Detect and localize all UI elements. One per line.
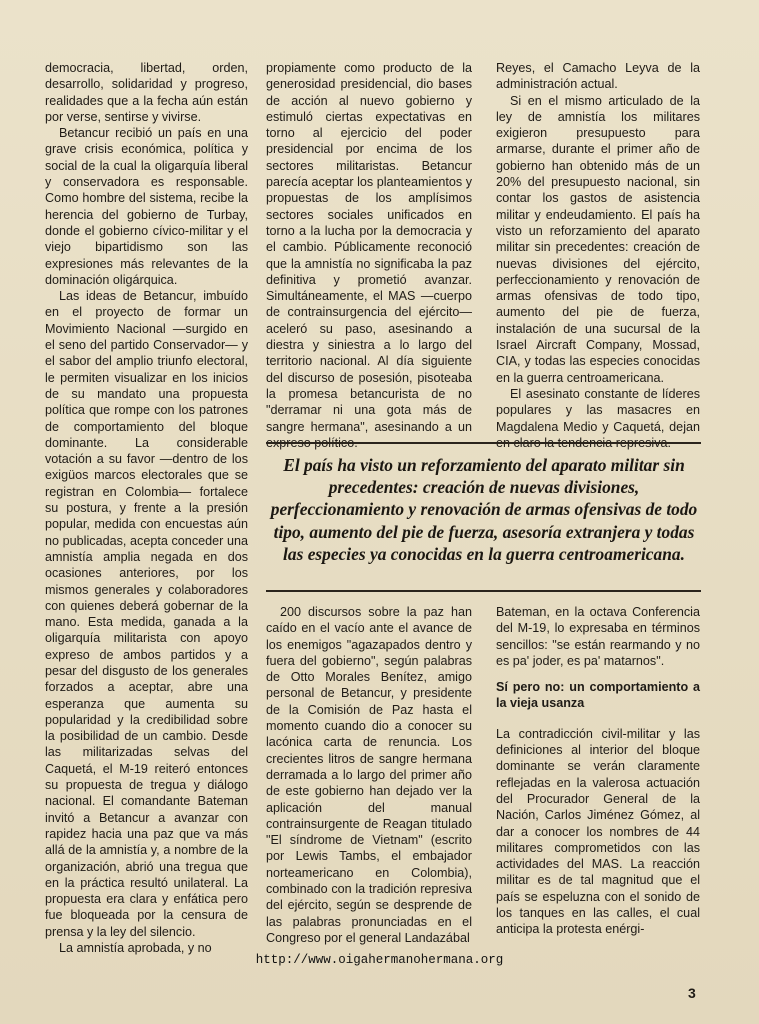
paragraph: La contradicción civil-militar y las definiciones al interior del bloque dominante se verán claramente reflejadas en la valerosa actuación del Procurador General de la Nación, Carlos Jiménez Gómez, al dar a conocer los nombres de 44 militares comprometidos con las actividades del MAS. La reacción militar es de tal magnitud que el país se espeluzna con el sonido de los tanques en las calles, el cual anticipa la protesta enérgi- <box>496 726 700 937</box>
paragraph: democracia, libertad, orden, desarrollo, solidaridad y progreso, realidades que a la fecha aún están por verse, sentirse y vivirse. <box>45 61 248 124</box>
pull-quote: El país ha visto un reforzamiento del aparato militar sin precedentes: creación de nuevas divisiones, perfeccionamiento y renovación de armas ofensivas de todo tipo, aumento del pie de fuerza, asesoría extranjera y todas las especies ya conocidas en la guerra centroamericana. <box>270 455 698 564</box>
text-column-right-bottom <box>496 604 700 938</box>
paragraph: 200 discursos sobre la paz han caído en el vacío ante el avance de los enemigos "agazapados dentro y fuera del gobierno", según palabras de Otto Morales Benítez, amigo personal de Betancur, y presidente de la Comisión de Paz hasta el momento cuando dio a conocer su lacónica carta de renuncia. Los crecientes litros de sangre hermana derramada a lo largo del primer año de este gobierno han dejado ver la aplicación del manual contrainsurgente de Reagan titulado "El síndrome de Vietnam" (escrito por Lewis Tambs, el embajador norteamericano en Colombia), combinado con la tradición represiva del ejército, según se desprende de las palabras pronunciadas en el Congreso por el general Landazábal <box>266 605 472 945</box>
text-column-middle-bottom <box>266 604 472 946</box>
page-number: 3 <box>688 985 696 1001</box>
paragraph: propiamente como producto de la generosidad presidencial, dio bases de acción al nuevo gobierno y estimuló ciertas expectativas en torno al ejercicio del poder presidencial por encima de los sectores militaristas. Betancur parecía aceptar los planteamientos y propuestas de los amplísimos sectores sociales unificados en torno a la lucha por la democracia y el cambio. Públicamente reconoció que la amnistía no significaba la paz definitiva y prometió avanzar. Simultáneamente, el MAS —cuerpo de contrainsurgencia del ejército— aceleró su paso, asesinando a diestra y siniestra a lo largo del territorio nacional. Al día siguiente del discurso de posesión, pisoteaba la promesa betancurista de no "derramar ni una gota más de sangre hermana", asesinando a un <box>266 61 472 434</box>
paragraph: Reyes, el Camacho Leyva de la administración actual. <box>496 61 700 92</box>
paragraph: Bateman, en la octava Conferencia del M-19, lo expresaba en términos sencillos: "se están rearmando y no es pa' joder, es pa' matarnos". <box>496 605 700 668</box>
paragraph: Betancur recibió un país en una grave crisis económica, política y social de la cual la oligarquía liberal y conservadora es responsable. Como hombre del sistema, recibe la herencia del gobierno de Turbay, donde el gobierno cívico-militar y el viejo bipartidismo son las expresiones más relevantes de la dominación oligárquica. <box>45 126 248 287</box>
footer-url: http://www.oigahermanohermana.org <box>255 953 504 967</box>
paragraph: Si en el mismo articulado de la ley de amnistía los militares exigieron presupuesto para armarse, durante el primer año de gobierno han obtenido más de un 20% del presupuesto nacional, sin contar los gastos de asistencia militar y endeudamiento. El país ha visto un reforzamiento del aparato militar sin precedentes: creación de nuevas divisiones del ejército, perfeccionamiento y renovación de armas ofensivas de todo tipo, aumento del pie de fuerza, instalación de una sucursal de la Israel Aircraft Company, Mossad, CIA, y todas las especies conocidas en la guerra centroamericana. <box>496 93 700 385</box>
paragraph: El asesinato constante de líderes populares y las masacres en Magdalena Medio y Caquetá, dejan <box>496 386 700 434</box>
divider-top <box>266 442 701 444</box>
text-column-middle-top <box>266 60 472 451</box>
paragraph: La amnistía aprobada, y no <box>59 941 212 956</box>
paragraph: Las ideas de Betancur, imbuído en el proyecto de formar un Movimiento Nacional —surgido en el seno del partido Conservador— y el sabor del amplio triunfo electoral, le permiten visualizar en los inicios de su mandato una propuesta política que rompe con los patrones de comportamiento del bloque dominante. La considerable votación a su favor —dentro de los exigüos marcos electorales que se registran en Colombia— fortalece su postura, y frente a la presión popular, medida con encuestas aún no publicadas, acepta conceder una amnistía amplia negada en dos ocasiones anteriores, por los mismos generales y colaboradores con quienes deberá gobernar de la mano. Esta medida, ganada a la oligarquía militarista con apoyo expreso de ambos partidos y a pesar del disgusto de los generales forzados a aceptar, abre una esperanza que aumenta su popularidad y la credibilidad sobre la posibilidad de un cambio. Desde las militarizadas selvas del Caquetá, el M-19 reiteró entonces su propuesta de tregua y diálogo nacional. El comandante Bateman invitó a Betancur a avanzar con rapidez hacia una paz que va más allá de la amnistía y, a nombre de la organización, abrió una tregua que en la práctica resultó unilateral. La propuesta era clara y enfática pero fue bloqueada por la censura de prensa y la ley del silencio. <box>45 289 248 939</box>
text-column-right-top <box>496 60 700 451</box>
section-subheading: Sí pero no: un comportamiento a la vieja usanza <box>496 680 700 711</box>
text-column-left <box>45 60 248 956</box>
divider-bottom <box>266 590 701 592</box>
